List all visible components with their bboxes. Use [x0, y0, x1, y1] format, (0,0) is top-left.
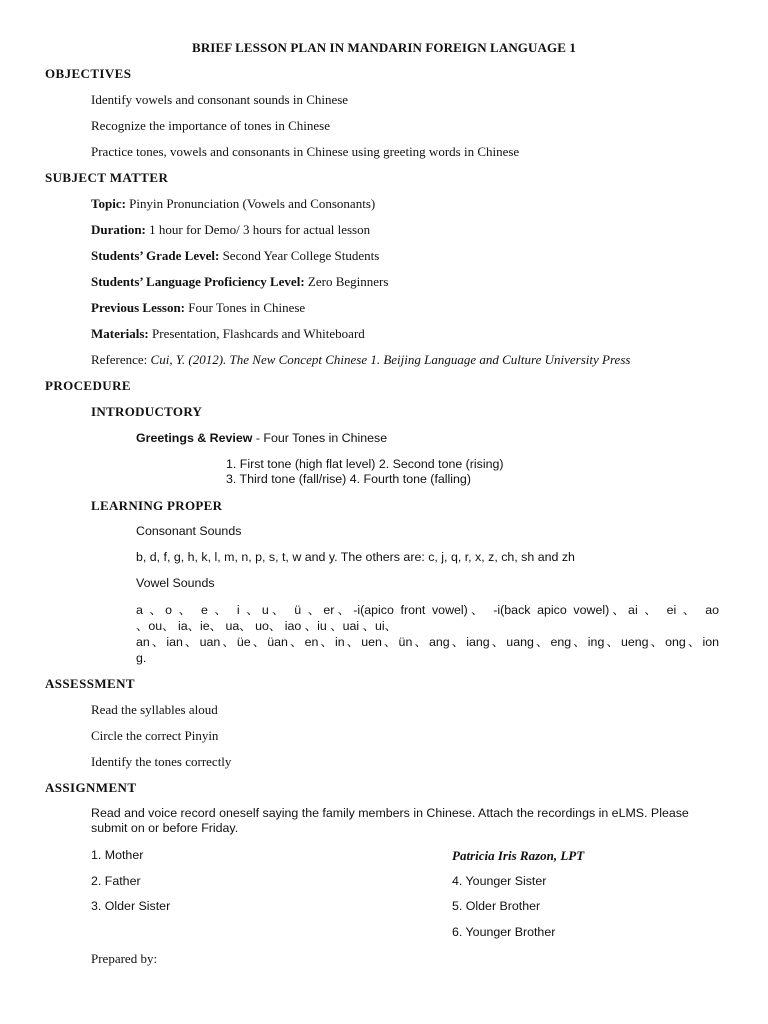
prepared-by-label: Prepared by: [91, 951, 158, 966]
objective-item: Recognize the importance of tones in Chinese [91, 118, 330, 133]
assessment-heading: ASSESSMENT [45, 676, 135, 691]
consonant-sounds-text: b, d, f, g, h, k, l, m, n, p, s, t, w and y. The others are: c, j, q, r, x, z, ch, sh and zh [136, 550, 575, 564]
procedure-heading: PROCEDURE [45, 378, 131, 393]
subject-matter-heading: SUBJECT MATTER [45, 170, 169, 185]
objectives-heading: OBJECTIVES [45, 66, 132, 81]
greetings-review-line [136, 431, 387, 446]
proficiency-value: Zero Beginners [304, 274, 389, 289]
proficiency-label: Students’ Language Proficiency Level: [91, 274, 305, 289]
family-member-item: 5. Older Brother [452, 899, 541, 913]
grade-level-line [91, 248, 379, 263]
duration-line [91, 222, 370, 237]
document-title: BRIEF LESSON PLAN IN MANDARIN FOREIGN LANGUAGE 1 [192, 40, 576, 55]
vowel-sounds-line-2: 、ou、 ia、ie、 ua、 uo、 iao 、iu 、uai 、ui、 [136, 619, 397, 633]
materials-value: Presentation, Flashcards and Whiteboard [148, 326, 365, 341]
greetings-review-label: Greetings & Review [136, 431, 253, 445]
consonant-sounds-heading: Consonant Sounds [136, 524, 242, 538]
tones-line-1: 1. First tone (high flat level) 2. Second tone (rising) [226, 457, 504, 471]
assessment-item: Circle the correct Pinyin [91, 728, 219, 743]
topic-value: Pinyin Pronunciation (Vowels and Consonants) [125, 196, 376, 211]
family-member-item: 1. Mother [91, 848, 144, 862]
reference-label: Reference: [91, 352, 151, 367]
objective-item: Practice tones, vowels and consonants in Chinese using greeting words in Chinese [91, 144, 520, 159]
previous-lesson-value: Four Tones in Chinese [185, 300, 306, 315]
materials-line [91, 326, 365, 341]
topic-line [91, 196, 375, 211]
assessment-item: Identify the tones correctly [91, 754, 232, 769]
duration-label: Duration: [91, 222, 146, 237]
introductory-heading: INTRODUCTORY [91, 404, 203, 419]
assignment-heading: ASSIGNMENT [45, 780, 137, 795]
objective-item: Identify vowels and consonant sounds in Chinese [91, 92, 349, 107]
tones-line-2: 3. Third tone (fall/rise) 4. Fourth tone (falling) [226, 472, 471, 486]
family-member-item: 4. Younger Sister [452, 874, 547, 888]
greetings-review-value: - Four Tones in Chinese [252, 431, 388, 445]
proficiency-line [91, 274, 388, 289]
vowel-sounds-line-1: a 、o 、 e 、 i 、u、 ü 、er、-i(apico front vowel)、 -i(back apico vowel)、ai 、 ei 、 ao [136, 603, 719, 617]
assessment-item: Read the syllables aloud [91, 702, 218, 717]
reference-line [91, 352, 630, 367]
reference-value: Cui, Y. (2012). The New Concept Chinese 1. Beijing Language and Culture University Press [150, 352, 631, 367]
family-member-item: 3. Older Sister [91, 899, 171, 913]
learning-proper-heading: LEARNING PROPER [91, 498, 223, 513]
grade-level-value: Second Year College Students [219, 248, 380, 263]
duration-value: 1 hour for Demo/ 3 hours for actual lesson [145, 222, 371, 237]
vowel-sounds-heading: Vowel Sounds [136, 576, 215, 590]
previous-lesson-label: Previous Lesson: [91, 300, 186, 315]
grade-level-label: Students’ Grade Level: [91, 248, 220, 263]
assignment-instructions: Read and voice record oneself saying the family members in Chinese. Attach the recordings in eLMS. Please submit on or before Friday. [91, 806, 689, 835]
vowel-sounds-line-4: g. [136, 651, 147, 665]
previous-lesson-line [91, 300, 305, 315]
vowel-sounds-line-3: an、ian、uan、üe、üan、en、in、uen、ün、ang、iang、uang、eng、ing、ueng、ong、ion [136, 635, 719, 649]
materials-label: Materials: [91, 326, 149, 341]
teacher-signature-name: Patricia Iris Razon, LPT [452, 848, 585, 863]
family-member-item: 2. Father [91, 874, 141, 888]
family-member-item: 6. Younger Brother [452, 925, 556, 939]
topic-label: Topic: [91, 196, 126, 211]
